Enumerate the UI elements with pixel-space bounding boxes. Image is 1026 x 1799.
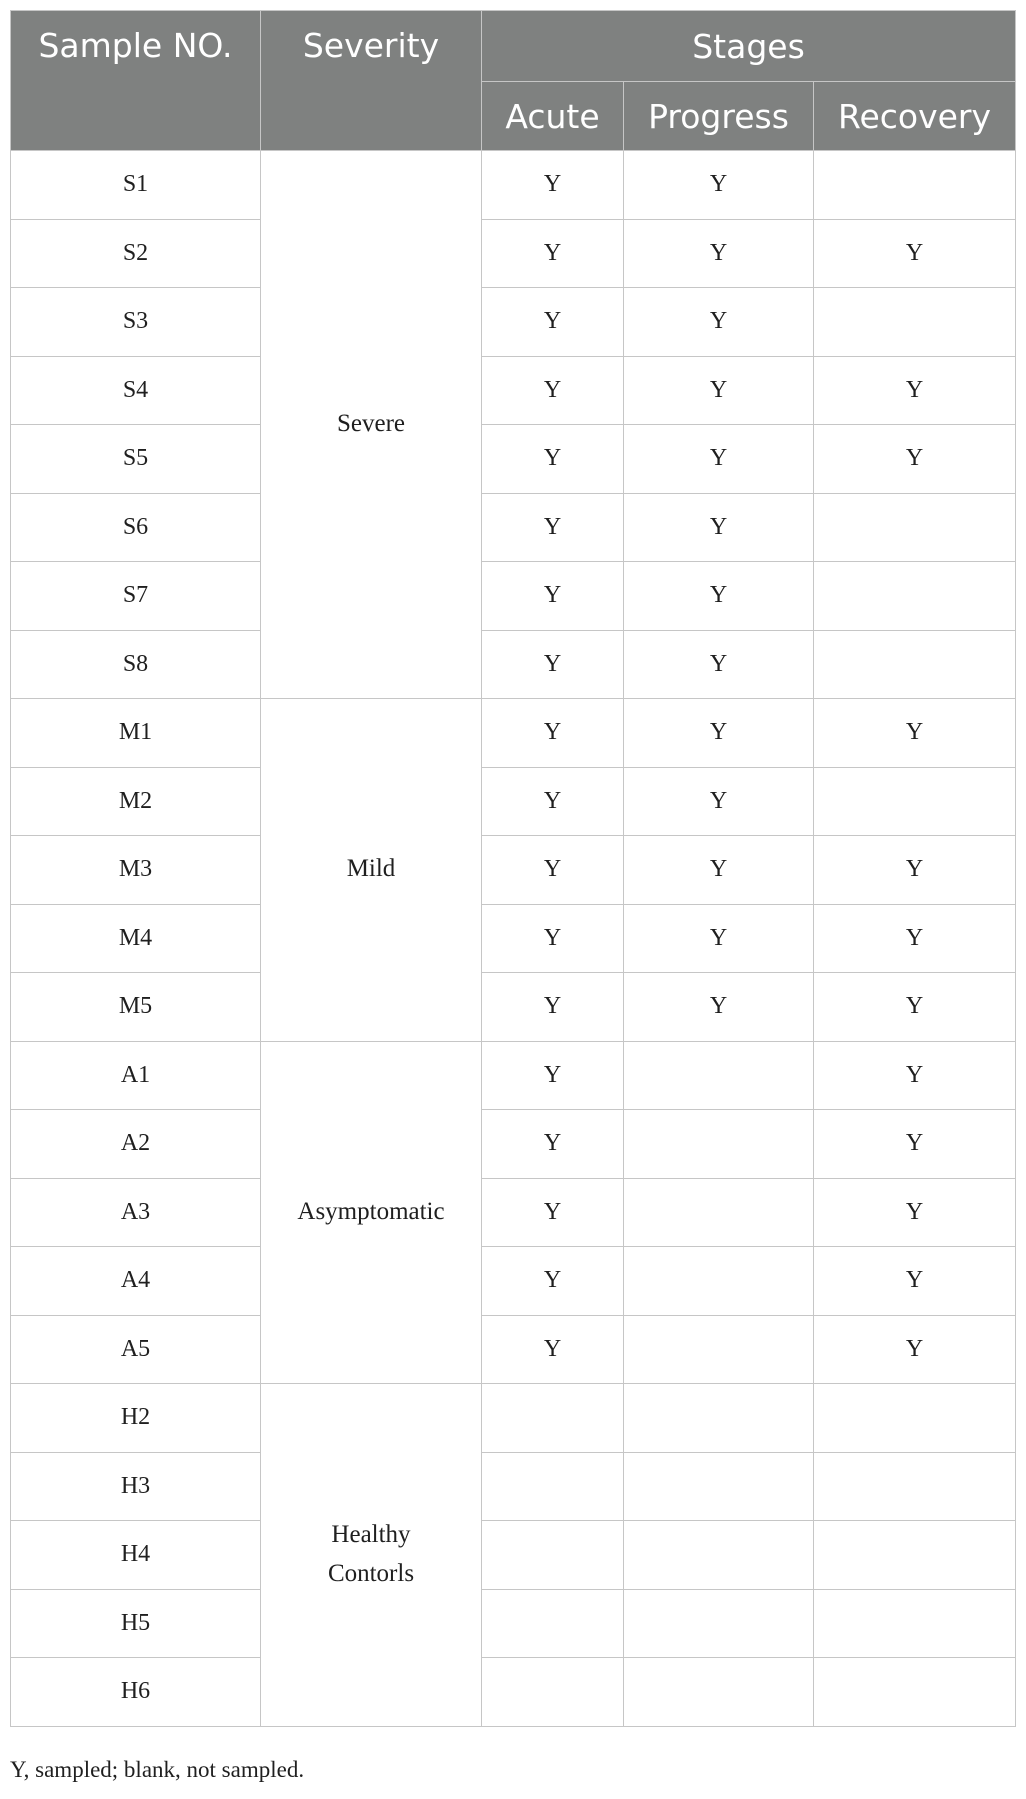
progress-cell: Y — [624, 288, 814, 357]
header-severity: Severity — [261, 11, 482, 151]
recovery-cell — [814, 493, 1016, 562]
progress-cell: Y — [624, 836, 814, 905]
table-row — [11, 973, 1016, 1042]
table-row — [11, 562, 1016, 631]
acute-cell — [482, 1589, 624, 1658]
table-row — [11, 1178, 1016, 1247]
acute-cell: Y — [482, 1247, 624, 1316]
acute-cell: Y — [482, 904, 624, 973]
acute-cell: Y — [482, 836, 624, 905]
progress-cell — [624, 1178, 814, 1247]
sample-id-cell: M5 — [11, 973, 261, 1042]
healthy-label-line2: Contorls — [327, 1559, 415, 1587]
table-body — [11, 151, 1016, 1727]
table-row — [11, 1041, 1016, 1110]
recovery-cell: Y — [814, 219, 1016, 288]
recovery-cell: Y — [814, 836, 1016, 905]
table-row — [11, 1315, 1016, 1384]
recovery-cell — [814, 1384, 1016, 1453]
table-row — [11, 904, 1016, 973]
recovery-cell — [814, 630, 1016, 699]
progress-cell — [624, 1247, 814, 1316]
sample-id-cell: S2 — [11, 219, 261, 288]
acute-cell: Y — [482, 973, 624, 1042]
recovery-cell — [814, 1452, 1016, 1521]
progress-cell: Y — [624, 973, 814, 1042]
progress-cell: Y — [624, 562, 814, 631]
progress-cell — [624, 1589, 814, 1658]
acute-cell: Y — [482, 767, 624, 836]
acute-cell: Y — [482, 562, 624, 631]
healthy-label-line1: Healthy — [331, 1521, 411, 1548]
acute-cell: Y — [482, 630, 624, 699]
sample-id-cell: A4 — [11, 1247, 261, 1316]
sample-id-cell: S4 — [11, 356, 261, 425]
acute-cell: Y — [482, 356, 624, 425]
table-header — [11, 11, 1016, 151]
recovery-cell — [814, 1658, 1016, 1727]
acute-cell: Y — [482, 1110, 624, 1179]
severity-group-mild: Mild — [261, 699, 482, 1042]
progress-cell: Y — [624, 151, 814, 220]
acute-cell: Y — [482, 425, 624, 494]
progress-cell — [624, 1315, 814, 1384]
recovery-cell: Y — [814, 1041, 1016, 1110]
sample-id-cell: H3 — [11, 1452, 261, 1521]
recovery-cell — [814, 767, 1016, 836]
table-row — [11, 425, 1016, 494]
table-row — [11, 1384, 1016, 1453]
table-row — [11, 493, 1016, 562]
sample-id-cell: M2 — [11, 767, 261, 836]
recovery-cell: Y — [814, 1247, 1016, 1316]
sample-id-cell: M4 — [11, 904, 261, 973]
progress-cell: Y — [624, 767, 814, 836]
table-footnote: Y, sampled; blank, not sampled. — [10, 1757, 305, 1782]
sample-id-cell: A1 — [11, 1041, 261, 1110]
progress-cell — [624, 1452, 814, 1521]
table-row — [11, 1658, 1016, 1727]
table-row — [11, 699, 1016, 768]
sample-id-cell: M1 — [11, 699, 261, 768]
sample-id-cell: H6 — [11, 1658, 261, 1727]
recovery-cell: Y — [814, 904, 1016, 973]
acute-cell: Y — [482, 493, 624, 562]
progress-cell: Y — [624, 493, 814, 562]
recovery-cell: Y — [814, 1110, 1016, 1179]
sample-table-container — [10, 10, 1015, 1727]
progress-cell: Y — [624, 904, 814, 973]
progress-cell: Y — [624, 219, 814, 288]
sample-stages-table — [10, 10, 1016, 1727]
header-progress: Progress — [624, 82, 814, 151]
acute-cell: Y — [482, 1178, 624, 1247]
progress-cell — [624, 1521, 814, 1590]
sample-id-cell: A3 — [11, 1178, 261, 1247]
table-row — [11, 1247, 1016, 1316]
recovery-cell: Y — [814, 356, 1016, 425]
progress-cell: Y — [624, 630, 814, 699]
recovery-cell: Y — [814, 425, 1016, 494]
sample-id-cell: S1 — [11, 151, 261, 220]
sample-id-cell: S6 — [11, 493, 261, 562]
severity-group-severe: Severe — [261, 151, 482, 699]
acute-cell: Y — [482, 1315, 624, 1384]
recovery-cell: Y — [814, 1178, 1016, 1247]
acute-cell: Y — [482, 1041, 624, 1110]
table-row — [11, 1521, 1016, 1590]
table-row — [11, 219, 1016, 288]
recovery-cell — [814, 151, 1016, 220]
sample-id-cell: M3 — [11, 836, 261, 905]
progress-cell — [624, 1110, 814, 1179]
sample-id-cell: A5 — [11, 1315, 261, 1384]
header-sample-no: Sample NO. — [11, 11, 261, 151]
sample-id-cell: H2 — [11, 1384, 261, 1453]
sample-id-cell: S7 — [11, 562, 261, 631]
acute-cell: Y — [482, 151, 624, 220]
acute-cell — [482, 1658, 624, 1727]
progress-cell: Y — [624, 356, 814, 425]
sample-id-cell: H4 — [11, 1521, 261, 1590]
acute-cell — [482, 1521, 624, 1590]
table-row — [11, 1589, 1016, 1658]
header-recovery: Recovery — [814, 82, 1016, 151]
sample-id-cell: S5 — [11, 425, 261, 494]
sample-id-cell: H5 — [11, 1589, 261, 1658]
table-row — [11, 1452, 1016, 1521]
progress-cell — [624, 1041, 814, 1110]
progress-cell: Y — [624, 699, 814, 768]
recovery-cell: Y — [814, 973, 1016, 1042]
acute-cell: Y — [482, 699, 624, 768]
recovery-cell — [814, 1589, 1016, 1658]
progress-cell — [624, 1384, 814, 1453]
table-row — [11, 151, 1016, 220]
recovery-cell — [814, 288, 1016, 357]
table-row — [11, 767, 1016, 836]
acute-cell — [482, 1384, 624, 1453]
acute-cell: Y — [482, 288, 624, 357]
table-row — [11, 1110, 1016, 1179]
recovery-cell — [814, 562, 1016, 631]
header-stages: Stages — [482, 11, 1016, 82]
recovery-cell: Y — [814, 1315, 1016, 1384]
progress-cell — [624, 1658, 814, 1727]
table-row — [11, 288, 1016, 357]
table-row — [11, 630, 1016, 699]
header-acute: Acute — [482, 82, 624, 151]
table-row — [11, 356, 1016, 425]
sample-id-cell: S3 — [11, 288, 261, 357]
acute-cell — [482, 1452, 624, 1521]
sample-id-cell: S8 — [11, 630, 261, 699]
severity-group-healthy-controls — [261, 1384, 482, 1727]
recovery-cell: Y — [814, 699, 1016, 768]
sample-id-cell: A2 — [11, 1110, 261, 1179]
progress-cell: Y — [624, 425, 814, 494]
severity-group-asymptomatic: Asymptomatic — [261, 1041, 482, 1384]
table-row — [11, 836, 1016, 905]
recovery-cell — [814, 1521, 1016, 1590]
acute-cell: Y — [482, 219, 624, 288]
